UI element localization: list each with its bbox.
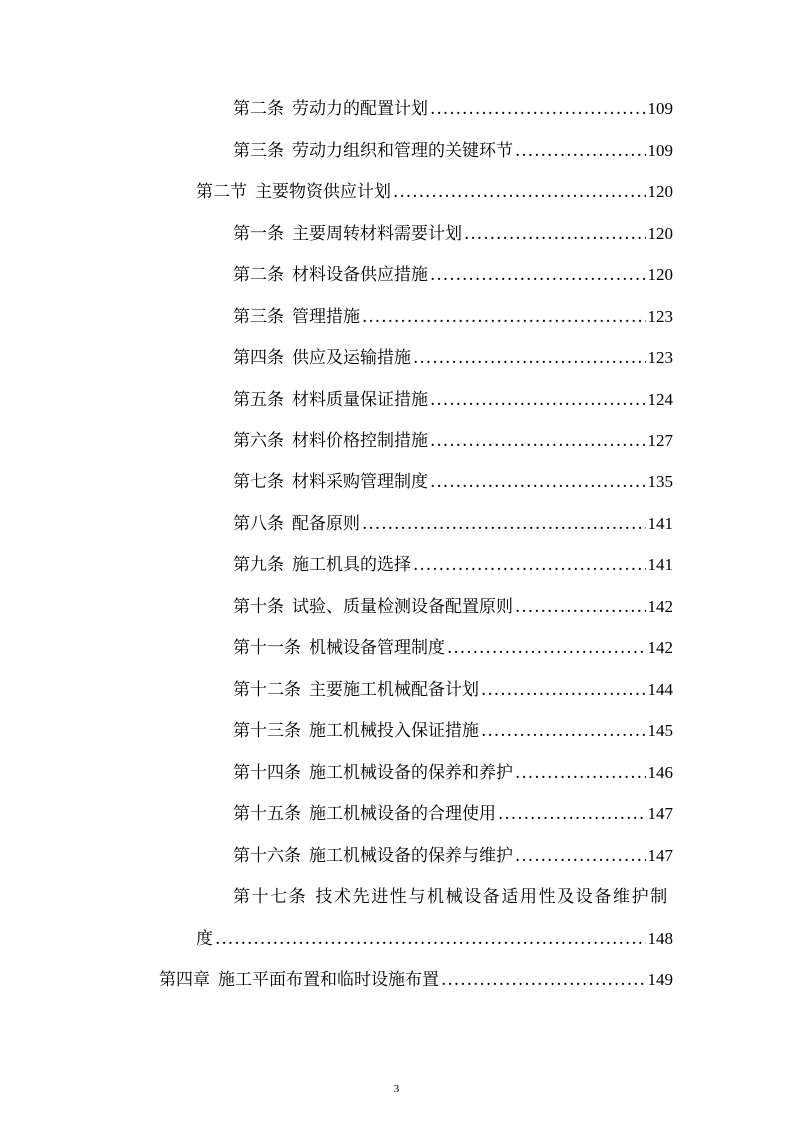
toc-entry[interactable] [233,512,673,536]
toc-page-number: 142 [647,638,673,657]
toc-entry-label: 第七条 材料采购管理制度 [233,472,428,492]
dot-leader [430,470,646,494]
toc-page-number: 127 [647,431,673,450]
dot-leader [430,97,646,121]
toc-entry-label: 第九条 施工机具的选择 [233,555,411,575]
footer-page-number: 3 [393,1083,400,1095]
dot-leader [481,719,646,743]
toc-entry[interactable] [233,802,673,826]
toc-page-number: 142 [647,597,673,616]
toc-page-number: 145 [647,721,673,740]
toc-entry-label: 第三条 劳动力组织和管理的关键环节 [233,141,513,161]
toc-entry-label: 第十一条 机械设备管理制度 [233,638,445,658]
dot-leader [515,595,646,619]
toc-entry[interactable] [233,636,673,660]
toc-page-number: 120 [647,224,673,243]
toc-page-number: 147 [647,846,673,865]
dot-leader [430,388,646,412]
toc-page-number: 123 [647,307,673,326]
toc-page-number: 146 [647,763,673,782]
toc-page-number: 109 [647,141,673,160]
dot-leader [447,636,646,660]
toc-entry-label: 第十三条 施工机械投入保证措施 [233,721,479,741]
toc-entry-label: 第四条 供应及运输措施 [233,348,411,368]
toc-entry[interactable] [233,429,673,453]
toc-entry[interactable] [233,761,673,785]
toc-entry-label: 第十四条 施工机械设备的保养和养护 [233,763,513,783]
toc-page-number: 135 [647,472,673,491]
toc-entry-label: 第十六条 施工机械设备的保养与维护 [233,846,513,866]
toc-entry-label: 第十二条 主要施工机械配备计划 [233,680,479,700]
toc-entry-label: 第二节 主要物资供应计划 [196,182,391,202]
toc-entry-label: 第五条 材料质量保证措施 [233,390,428,410]
toc-entry-label: 第四章 施工平面布置和临时设施布置 [159,970,439,990]
toc-entry[interactable] [233,844,673,868]
toc-entry-label: 第一条 主要周转材料需要计划 [233,224,462,244]
toc-entry-label: 第十条 试验、质量检测设备配置原则 [233,597,513,617]
dot-leader [515,761,646,785]
dot-leader [362,305,646,329]
toc-entry[interactable] [233,595,673,619]
toc-entry-label: 第八条 配备原则 [233,514,360,534]
toc-entry-label: 第三条 管理措施 [233,307,360,327]
dot-leader [430,263,646,287]
toc-entry[interactable] [233,97,673,121]
toc-entry[interactable] [233,388,673,412]
toc-entry-wrapped-line1[interactable]: 第十七条 技术先进性与机械设备适用性及设备维护制 [233,887,669,907]
dot-leader [413,346,646,370]
toc-page-number: 123 [647,348,673,367]
toc-page-number: 141 [647,514,673,533]
toc-page-number: 149 [647,970,673,989]
toc-entry[interactable] [233,222,673,246]
toc-entry[interactable] [233,470,673,494]
toc-page-number: 124 [647,390,673,409]
toc-entry[interactable] [233,553,673,577]
toc-entry[interactable] [233,346,673,370]
dot-leader [215,927,646,951]
toc-entry[interactable] [233,678,673,702]
toc-entry-label: 第二条 劳动力的配置计划 [233,99,428,119]
dot-leader [393,180,646,204]
toc-page-number: 141 [647,555,673,574]
toc-entry[interactable] [159,968,673,992]
toc-entry-label: 第六条 材料价格控制措施 [233,431,428,451]
toc-page-number: 148 [647,929,673,948]
toc-entry[interactable] [233,305,673,329]
toc-page-number: 144 [647,680,673,699]
toc-entry[interactable] [233,139,673,163]
toc-page-number: 109 [647,99,673,118]
toc-entry-label: 度 [196,929,213,949]
dot-leader [498,802,646,826]
dot-leader [515,844,646,868]
toc-page-number: 120 [647,265,673,284]
toc-page-number: 120 [647,182,673,201]
dot-leader [515,139,646,163]
dot-leader [441,968,646,992]
toc-page-number: 147 [647,804,673,823]
toc-entry[interactable] [196,180,673,204]
toc-entry[interactable] [233,263,673,287]
dot-leader [481,678,646,702]
dot-leader [413,553,646,577]
dot-leader [464,222,646,246]
toc-entry[interactable] [233,719,673,743]
dot-leader [430,429,646,453]
toc-entry-label: 第二条 材料设备供应措施 [233,265,428,285]
toc-entry-label: 第十五条 施工机械设备的合理使用 [233,804,496,824]
toc-entry-wrapped-line2[interactable] [196,927,673,951]
dot-leader [362,512,646,536]
